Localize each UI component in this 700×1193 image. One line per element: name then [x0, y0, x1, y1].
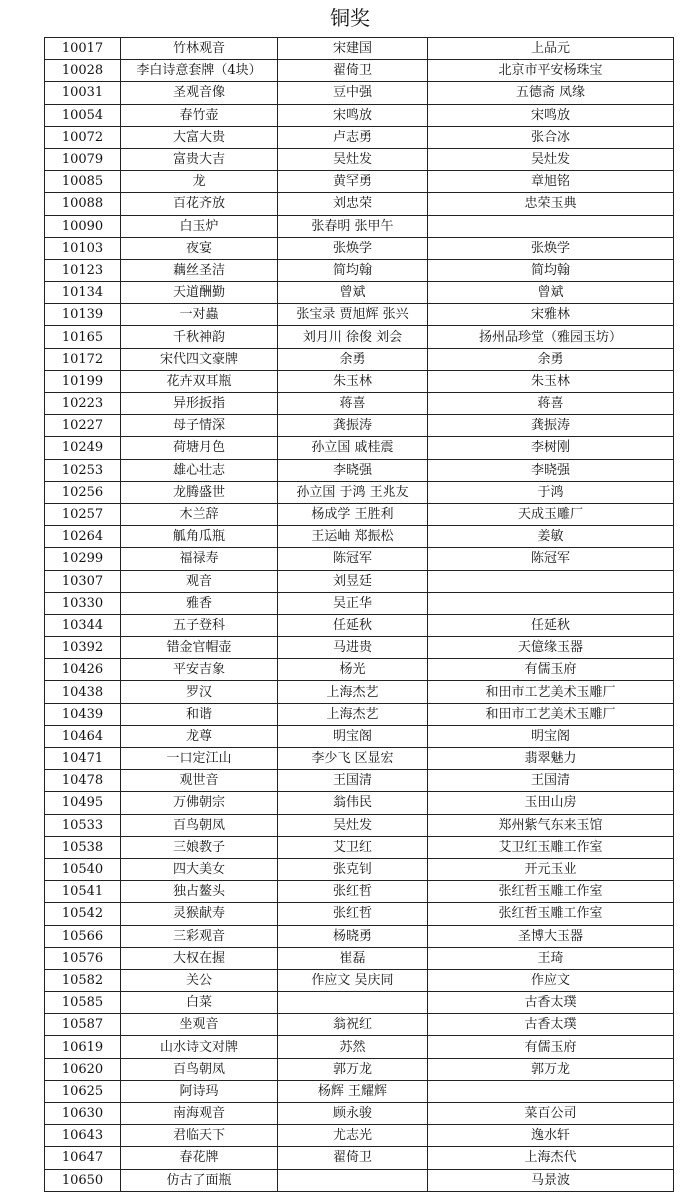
unit-cell: 古香太璞 — [428, 1014, 674, 1036]
work-name-cell: 坐观音 — [121, 1014, 278, 1036]
table-row — [45, 148, 674, 170]
work-name-cell: 阿诗玛 — [121, 1080, 278, 1102]
table-row — [45, 548, 674, 570]
author-cell: 张红哲 — [278, 903, 428, 925]
unit-cell — [428, 592, 674, 614]
author-cell: 吴灶发 — [278, 148, 428, 170]
author-cell: 孙立国 于鸿 王兆友 — [278, 481, 428, 503]
unit-cell: 马景波 — [428, 1169, 674, 1191]
table-row — [45, 725, 674, 747]
author-cell: 吴正华 — [278, 592, 428, 614]
unit-cell: 郑州紫气东来玉馆 — [428, 814, 674, 836]
unit-cell: 有儒玉府 — [428, 659, 674, 681]
author-cell: 崔磊 — [278, 947, 428, 969]
entry-id-cell: 10464 — [45, 725, 121, 747]
table-row — [45, 104, 674, 126]
unit-cell: 张焕学 — [428, 237, 674, 259]
author-cell: 朱玉林 — [278, 370, 428, 392]
unit-cell: 天億缘玉器 — [428, 637, 674, 659]
work-name-cell: 觚角瓜瓶 — [121, 526, 278, 548]
work-name-cell: 罗汉 — [121, 681, 278, 703]
work-name-cell: 龙腾盛世 — [121, 481, 278, 503]
work-name-cell: 藕丝圣洁 — [121, 259, 278, 281]
work-name-cell: 千秋神韵 — [121, 326, 278, 348]
table-row — [45, 792, 674, 814]
work-name-cell: 大权在握 — [121, 947, 278, 969]
entry-id-cell: 10123 — [45, 259, 121, 281]
author-cell: 王国清 — [278, 770, 428, 792]
unit-cell: 王国清 — [428, 770, 674, 792]
table-row — [45, 526, 674, 548]
work-name-cell: 观世音 — [121, 770, 278, 792]
table-row — [45, 1169, 674, 1191]
work-name-cell: 天道酬勤 — [121, 282, 278, 304]
unit-cell: 圣博大玉器 — [428, 925, 674, 947]
author-cell: 李晓强 — [278, 459, 428, 481]
entry-id-cell: 10017 — [45, 38, 121, 60]
work-name-cell: 竹林观音 — [121, 38, 278, 60]
author-cell: 杨辉 王耀辉 — [278, 1080, 428, 1102]
author-cell: 蒋喜 — [278, 393, 428, 415]
table-row — [45, 437, 674, 459]
work-name-cell: 白菜 — [121, 992, 278, 1014]
table-row — [45, 393, 674, 415]
entry-id-cell: 10199 — [45, 370, 121, 392]
work-name-cell: 圣观音像 — [121, 82, 278, 104]
author-cell: 郭万龙 — [278, 1058, 428, 1080]
author-cell: 宋鸣放 — [278, 104, 428, 126]
work-name-cell: 福禄寿 — [121, 548, 278, 570]
entry-id-cell: 10587 — [45, 1014, 121, 1036]
entry-id-cell: 10566 — [45, 925, 121, 947]
unit-cell: 和田市工艺美术玉雕厂 — [428, 703, 674, 725]
entry-id-cell: 10264 — [45, 526, 121, 548]
author-cell: 龚振涛 — [278, 415, 428, 437]
work-name-cell: 木兰辞 — [121, 503, 278, 525]
entry-id-cell: 10088 — [45, 193, 121, 215]
work-name-cell: 山水诗文对牌 — [121, 1036, 278, 1058]
table-row — [45, 858, 674, 880]
unit-cell: 余勇 — [428, 348, 674, 370]
work-name-cell: 四大美女 — [121, 858, 278, 880]
work-name-cell: 三彩观音 — [121, 925, 278, 947]
entry-id-cell: 10630 — [45, 1103, 121, 1125]
unit-cell: 作应文 — [428, 969, 674, 991]
work-name-cell: 一口定江山 — [121, 748, 278, 770]
entry-id-cell: 10103 — [45, 237, 121, 259]
table-row — [45, 748, 674, 770]
unit-cell: 李晓强 — [428, 459, 674, 481]
unit-cell: 和田市工艺美术玉雕厂 — [428, 681, 674, 703]
work-name-cell: 百鸟朝凤 — [121, 814, 278, 836]
author-cell: 孙立国 戚桂震 — [278, 437, 428, 459]
table-row — [45, 1036, 674, 1058]
table-row — [45, 304, 674, 326]
unit-cell: 陈冠军 — [428, 548, 674, 570]
unit-cell: 明宝阁 — [428, 725, 674, 747]
entry-id-cell: 10647 — [45, 1147, 121, 1169]
table-row — [45, 237, 674, 259]
unit-cell: 上品元 — [428, 38, 674, 60]
entry-id-cell: 10650 — [45, 1169, 121, 1191]
table-row — [45, 282, 674, 304]
author-cell: 张克钊 — [278, 858, 428, 880]
work-name-cell: 富贵大吉 — [121, 148, 278, 170]
table-row — [45, 814, 674, 836]
author-cell: 艾卫红 — [278, 836, 428, 858]
awards-table-body — [45, 38, 674, 1192]
unit-cell: 王琦 — [428, 947, 674, 969]
entry-id-cell: 10426 — [45, 659, 121, 681]
author-cell: 吴灶发 — [278, 814, 428, 836]
author-cell: 翁伟民 — [278, 792, 428, 814]
work-name-cell: 万佛朝宗 — [121, 792, 278, 814]
entry-id-cell: 10538 — [45, 836, 121, 858]
unit-cell: 宋鸣放 — [428, 104, 674, 126]
table-row — [45, 703, 674, 725]
unit-cell: 五德斋 凤缘 — [428, 82, 674, 104]
entry-id-cell: 10620 — [45, 1058, 121, 1080]
work-name-cell: 李白诗意套牌（4块） — [121, 60, 278, 82]
work-name-cell: 灵猴献寿 — [121, 903, 278, 925]
unit-cell: 张红哲玉雕工作室 — [428, 903, 674, 925]
entry-id-cell: 10643 — [45, 1125, 121, 1147]
author-cell: 马进贵 — [278, 637, 428, 659]
author-cell — [278, 992, 428, 1014]
unit-cell: 逸水轩 — [428, 1125, 674, 1147]
unit-cell: 上海杰代 — [428, 1147, 674, 1169]
author-cell: 简均翰 — [278, 259, 428, 281]
table-row — [45, 459, 674, 481]
table-row — [45, 60, 674, 82]
author-cell: 曾斌 — [278, 282, 428, 304]
entry-id-cell: 10227 — [45, 415, 121, 437]
unit-cell: 翡翠魅力 — [428, 748, 674, 770]
work-name-cell: 五子登科 — [121, 614, 278, 636]
table-row — [45, 481, 674, 503]
table-row — [45, 903, 674, 925]
author-cell: 卢志勇 — [278, 126, 428, 148]
work-name-cell: 春花牌 — [121, 1147, 278, 1169]
work-name-cell: 百鸟朝凤 — [121, 1058, 278, 1080]
entry-id-cell: 10439 — [45, 703, 121, 725]
table-row — [45, 770, 674, 792]
table-row — [45, 992, 674, 1014]
work-name-cell: 大富大贵 — [121, 126, 278, 148]
work-name-cell: 龙尊 — [121, 725, 278, 747]
unit-cell: 艾卫红玉雕工作室 — [428, 836, 674, 858]
table-row — [45, 215, 674, 237]
table-row — [45, 592, 674, 614]
table-row — [45, 637, 674, 659]
entry-id-cell: 10585 — [45, 992, 121, 1014]
entry-id-cell: 10139 — [45, 304, 121, 326]
table-row — [45, 681, 674, 703]
awards-table — [44, 37, 674, 1192]
entry-id-cell: 10471 — [45, 748, 121, 770]
unit-cell: 郭万龙 — [428, 1058, 674, 1080]
entry-id-cell: 10542 — [45, 903, 121, 925]
unit-cell: 扬州品珍堂（雅园玉坊） — [428, 326, 674, 348]
work-name-cell: 夜宴 — [121, 237, 278, 259]
entry-id-cell: 10495 — [45, 792, 121, 814]
work-name-cell: 一对蟲 — [121, 304, 278, 326]
entry-id-cell: 10165 — [45, 326, 121, 348]
unit-cell: 宋雅林 — [428, 304, 674, 326]
table-row — [45, 947, 674, 969]
entry-id-cell: 10249 — [45, 437, 121, 459]
table-row — [45, 881, 674, 903]
work-name-cell: 三娘教子 — [121, 836, 278, 858]
work-name-cell: 母子情深 — [121, 415, 278, 437]
work-name-cell: 春竹壶 — [121, 104, 278, 126]
author-cell: 刘忠荣 — [278, 193, 428, 215]
entry-id-cell: 10541 — [45, 881, 121, 903]
unit-cell: 朱玉林 — [428, 370, 674, 392]
unit-cell — [428, 1080, 674, 1102]
author-cell: 刘昱廷 — [278, 570, 428, 592]
table-row — [45, 1125, 674, 1147]
work-name-cell: 观音 — [121, 570, 278, 592]
table-row — [45, 370, 674, 392]
table-row — [45, 1080, 674, 1102]
author-cell: 顾永骏 — [278, 1103, 428, 1125]
entry-id-cell: 10253 — [45, 459, 121, 481]
table-row — [45, 259, 674, 281]
entry-id-cell: 10540 — [45, 858, 121, 880]
entry-id-cell: 10028 — [45, 60, 121, 82]
unit-cell: 有儒玉府 — [428, 1036, 674, 1058]
entry-id-cell: 10582 — [45, 969, 121, 991]
author-cell: 任延秋 — [278, 614, 428, 636]
table-row — [45, 348, 674, 370]
entry-id-cell: 10576 — [45, 947, 121, 969]
author-cell: 张春明 张甲午 — [278, 215, 428, 237]
work-name-cell: 仿古了面瓶 — [121, 1169, 278, 1191]
table-row — [45, 1014, 674, 1036]
entry-id-cell: 10072 — [45, 126, 121, 148]
author-cell: 王运岫 郑振松 — [278, 526, 428, 548]
entry-id-cell: 10134 — [45, 282, 121, 304]
author-cell: 豆中强 — [278, 82, 428, 104]
entry-id-cell: 10172 — [45, 348, 121, 370]
entry-id-cell: 10307 — [45, 570, 121, 592]
unit-cell: 张合冰 — [428, 126, 674, 148]
entry-id-cell: 10256 — [45, 481, 121, 503]
entry-id-cell: 10090 — [45, 215, 121, 237]
table-row — [45, 1103, 674, 1125]
page-title: 铜奖 — [330, 6, 370, 30]
entry-id-cell: 10054 — [45, 104, 121, 126]
table-row — [45, 171, 674, 193]
work-name-cell: 白玉炉 — [121, 215, 278, 237]
unit-cell — [428, 570, 674, 592]
table-row — [45, 570, 674, 592]
author-cell: 苏然 — [278, 1036, 428, 1058]
author-cell: 杨晓勇 — [278, 925, 428, 947]
entry-id-cell: 10344 — [45, 614, 121, 636]
table-row — [45, 38, 674, 60]
author-cell: 余勇 — [278, 348, 428, 370]
unit-cell: 章旭铭 — [428, 171, 674, 193]
author-cell: 明宝阁 — [278, 725, 428, 747]
author-cell: 宋建国 — [278, 38, 428, 60]
author-cell: 张宝录 贾旭辉 张兴 — [278, 304, 428, 326]
author-cell: 刘月川 徐俊 刘会 — [278, 326, 428, 348]
unit-cell: 北京市平安杨珠宝 — [428, 60, 674, 82]
table-row — [45, 1147, 674, 1169]
work-name-cell: 关公 — [121, 969, 278, 991]
unit-cell: 简均翰 — [428, 259, 674, 281]
table-row — [45, 415, 674, 437]
author-cell: 张焕学 — [278, 237, 428, 259]
author-cell: 上海杰艺 — [278, 703, 428, 725]
author-cell: 张红哲 — [278, 881, 428, 903]
work-name-cell: 百花齐放 — [121, 193, 278, 215]
author-cell: 杨成学 王胜利 — [278, 503, 428, 525]
author-cell: 上海杰艺 — [278, 681, 428, 703]
work-name-cell: 宋代四文豪牌 — [121, 348, 278, 370]
unit-cell: 姜敏 — [428, 526, 674, 548]
entry-id-cell: 10257 — [45, 503, 121, 525]
entry-id-cell: 10438 — [45, 681, 121, 703]
unit-cell: 天成玉雕厂 — [428, 503, 674, 525]
table-row — [45, 126, 674, 148]
unit-cell: 于鸿 — [428, 481, 674, 503]
unit-cell: 菜百公司 — [428, 1103, 674, 1125]
work-name-cell: 南海观音 — [121, 1103, 278, 1125]
unit-cell: 开元玉业 — [428, 858, 674, 880]
unit-cell: 任延秋 — [428, 614, 674, 636]
author-cell: 黄罕勇 — [278, 171, 428, 193]
entry-id-cell: 10079 — [45, 148, 121, 170]
author-cell: 尤志光 — [278, 1125, 428, 1147]
table-row — [45, 659, 674, 681]
unit-cell: 蒋喜 — [428, 393, 674, 415]
work-name-cell: 雄心壮志 — [121, 459, 278, 481]
author-cell: 翟倚卫 — [278, 60, 428, 82]
unit-cell — [428, 215, 674, 237]
entry-id-cell: 10392 — [45, 637, 121, 659]
author-cell: 翟倚卫 — [278, 1147, 428, 1169]
author-cell: 陈冠军 — [278, 548, 428, 570]
work-name-cell: 和谐 — [121, 703, 278, 725]
work-name-cell: 雅香 — [121, 592, 278, 614]
unit-cell: 忠荣玉典 — [428, 193, 674, 215]
author-cell — [278, 1169, 428, 1191]
entry-id-cell: 10085 — [45, 171, 121, 193]
table-row — [45, 614, 674, 636]
entry-id-cell: 10625 — [45, 1080, 121, 1102]
work-name-cell: 荷塘月色 — [121, 437, 278, 459]
entry-id-cell: 10533 — [45, 814, 121, 836]
unit-cell: 李树刚 — [428, 437, 674, 459]
work-name-cell: 平安吉象 — [121, 659, 278, 681]
author-cell: 翁祝红 — [278, 1014, 428, 1036]
entry-id-cell: 10619 — [45, 1036, 121, 1058]
table-row — [45, 836, 674, 858]
author-cell: 作应文 吴庆同 — [278, 969, 428, 991]
work-name-cell: 君临天下 — [121, 1125, 278, 1147]
entry-id-cell: 10330 — [45, 592, 121, 614]
unit-cell: 吴灶发 — [428, 148, 674, 170]
table-row — [45, 503, 674, 525]
unit-cell: 古香太璞 — [428, 992, 674, 1014]
entry-id-cell: 10223 — [45, 393, 121, 415]
unit-cell: 龚振涛 — [428, 415, 674, 437]
entry-id-cell: 10031 — [45, 82, 121, 104]
table-row — [45, 82, 674, 104]
author-cell: 李少飞 区显宏 — [278, 748, 428, 770]
work-name-cell: 花卉双耳瓶 — [121, 370, 278, 392]
table-row — [45, 326, 674, 348]
unit-cell: 曾斌 — [428, 282, 674, 304]
work-name-cell: 异形扳指 — [121, 393, 278, 415]
work-name-cell: 错金官帽壶 — [121, 637, 278, 659]
entry-id-cell: 10299 — [45, 548, 121, 570]
work-name-cell: 龙 — [121, 171, 278, 193]
unit-cell: 张红哲玉雕工作室 — [428, 881, 674, 903]
unit-cell: 玉田山房 — [428, 792, 674, 814]
entry-id-cell: 10478 — [45, 770, 121, 792]
table-row — [45, 969, 674, 991]
table-row — [45, 925, 674, 947]
table-row — [45, 1058, 674, 1080]
author-cell: 杨光 — [278, 659, 428, 681]
work-name-cell: 独占鳌头 — [121, 881, 278, 903]
table-row — [45, 193, 674, 215]
